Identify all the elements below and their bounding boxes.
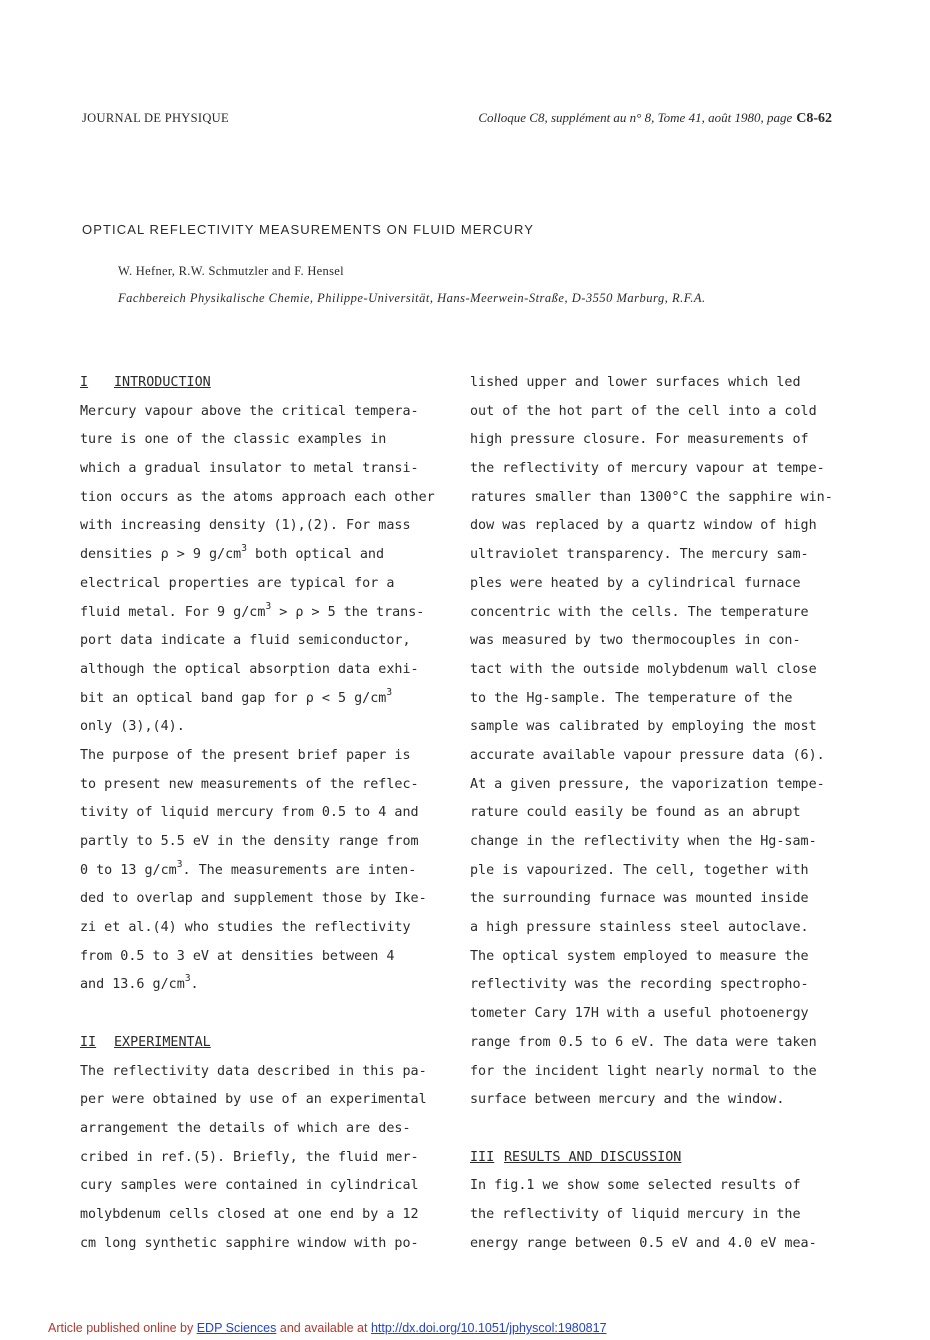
text-line: In fig.1 we show some selected results of [470,1178,801,1194]
text-line: reflectivity was the recording spectropho- [470,977,809,993]
text-line: a high pressure stainless steel autoclave. [470,920,809,936]
text-line: The optical system employed to measure the [470,948,809,964]
text-line: from 0.5 to 3 eV at densities between 4 [80,948,395,964]
introduction-body [80,398,460,1000]
text-line: arrangement the details of which are des- [80,1120,411,1136]
text-line: At a given pressure, the vaporization tempe- [470,776,825,792]
text-line: molybdenum cells closed at one end by a 12 [80,1206,419,1222]
text-line: 0 to 13 $g/cm^3$. The measurements are inten- [80,858,417,878]
section-title: EXPERIMENTAL [114,1034,211,1050]
text-line: high pressure closure. For measurements of [470,432,809,448]
footer-prefix: Article published online by [48,1321,194,1335]
text-line: Mercury vapour above the critical tempera- [80,403,419,419]
text-line: The reflectivity data described in this pa- [80,1063,427,1079]
section-number: II [80,1034,97,1050]
section-number: I [80,375,89,390]
text-line: lished upper and lower surfaces which led [470,375,801,390]
text-line: surface between mercury and the window. [470,1092,785,1108]
text-line: The purpose of the present brief paper is [80,747,411,763]
text-line: accurate available vapour pressure data (6). [470,747,825,763]
text-line: the surrounding furnace was mounted inside [470,891,809,907]
section-title: INTRODUCTION [114,375,211,390]
text-line: electrical properties are typical for a [80,575,395,591]
text-line: which a gradual insulator to metal transi- [80,461,419,477]
text-line: ded to overlap and supplement those by Ike- [80,891,427,907]
issue-citation: Colloque C8, supplément au n° 8, Tome 41, août 1980, page [478,110,793,125]
page-number: C8-62 [796,111,832,126]
text-line: range from 0.5 to 6 eV. The data were taken [470,1034,817,1050]
text-line: ratures smaller than 1300°C the sapphire win- [470,489,833,505]
text-line: zi et al.(4) who studies the reflectivity [80,920,411,936]
text-line: was measured by two thermocouples in con- [470,633,801,649]
right-column [470,369,860,1258]
results-body [470,1172,860,1258]
text-line: per were obtained by use of an experimental [80,1092,427,1108]
affiliation: Fachbereich Physikalische Chemie, Philippe-Universität, Hans-Meerwein-Straße, D-3550 Marburg, R.F.A. [118,291,706,305]
text-line: tact with the outside molybdenum wall close [470,661,817,677]
text-line: partly to 5.5 eV in the density range from [80,834,419,849]
section-heading-results [470,1144,860,1173]
issue-info [478,110,832,127]
text-line: tometer Cary 17H with a useful photoenergy [470,1006,809,1022]
text-line: ple is vapourized. The cell, together with [470,862,809,878]
section-title: RESULTS AND DISCUSSION [504,1149,682,1165]
text-line: out of the hot part of the cell into a cold [470,403,817,419]
text-line: dow was replaced by a quartz window of high [470,518,817,534]
paper-title: OPTICAL REFLECTIVITY MEASUREMENTS ON FLUID MERCURY [82,222,535,237]
doi-link[interactable]: http://dx.doi.org/10.1051/jphyscol:1980817 [370,1321,607,1335]
publisher-link[interactable]: EDP Sciences [196,1321,277,1335]
text-line: fluid metal. For 9 $g/cm^3 > \rho > 5$ the trans- [80,600,425,620]
text-line: for the incident light nearly normal to the [470,1063,817,1079]
text-line: cury samples were contained in cylindrical [80,1178,419,1194]
text-line: bit an optical band gap for ρ < 5 $g/cm^3$ [80,686,393,706]
section-heading-introduction [80,369,460,398]
text-line: change in the reflectivity when the Hg-sam- [470,834,817,849]
text-line: the reflectivity of liquid mercury in the [470,1206,801,1222]
text-line: densities ρ > 9 $g/cm^3$ both optical and [80,543,385,563]
text-line: ples were heated by a cylindrical furnace [470,575,801,591]
text-line: ultraviolet transparency. The mercury sam- [470,547,809,563]
text-line: cm long synthetic sapphire window with po- [80,1235,419,1251]
authors: W. Hefner, R.W. Schmutzler and F. Hensel [118,264,344,278]
text-line: ture is one of the classic examples in [80,432,387,448]
text-line: and 13.6 $g/cm^3$. [80,973,199,993]
text-line: to the Hg-sample. The temperature of the [470,690,793,706]
text-line: only (3),(4). [80,719,185,735]
experimental-body [80,1058,460,1259]
journal-name: JOURNAL DE PHYSIQUE [82,111,229,125]
text-line: concentric with the cells. The temperature [470,604,809,620]
text-line: rature could easily be found as an abrupt [470,805,801,821]
text-line: sample was calibrated by employing the most [470,719,817,735]
section-number: III [470,1149,495,1165]
text-line: although the optical absorption data exhi- [80,661,419,677]
publication-footer [48,1321,607,1335]
text-line: tion occurs as the atoms approach each other [80,489,435,505]
text-line: energy range between 0.5 eV and 4.0 eV mea- [470,1235,817,1251]
text-line: port data indicate a fluid semiconductor, [80,633,411,649]
left-column [80,369,460,1258]
text-line: the reflectivity of mercury vapour at tempe- [470,461,825,477]
text-line: cribed in ref.(5). Briefly, the fluid mer- [80,1149,419,1165]
experimental-continued-body [470,369,860,1115]
text-line: to present new measurements of the reflec- [80,776,419,792]
footer-middle: and available at [279,1321,368,1335]
text-line: tivity of liquid mercury from 0.5 to 4 and [80,805,419,821]
section-heading-experimental [80,1029,460,1058]
text-line: with increasing density (1),(2). For mass [80,518,411,534]
